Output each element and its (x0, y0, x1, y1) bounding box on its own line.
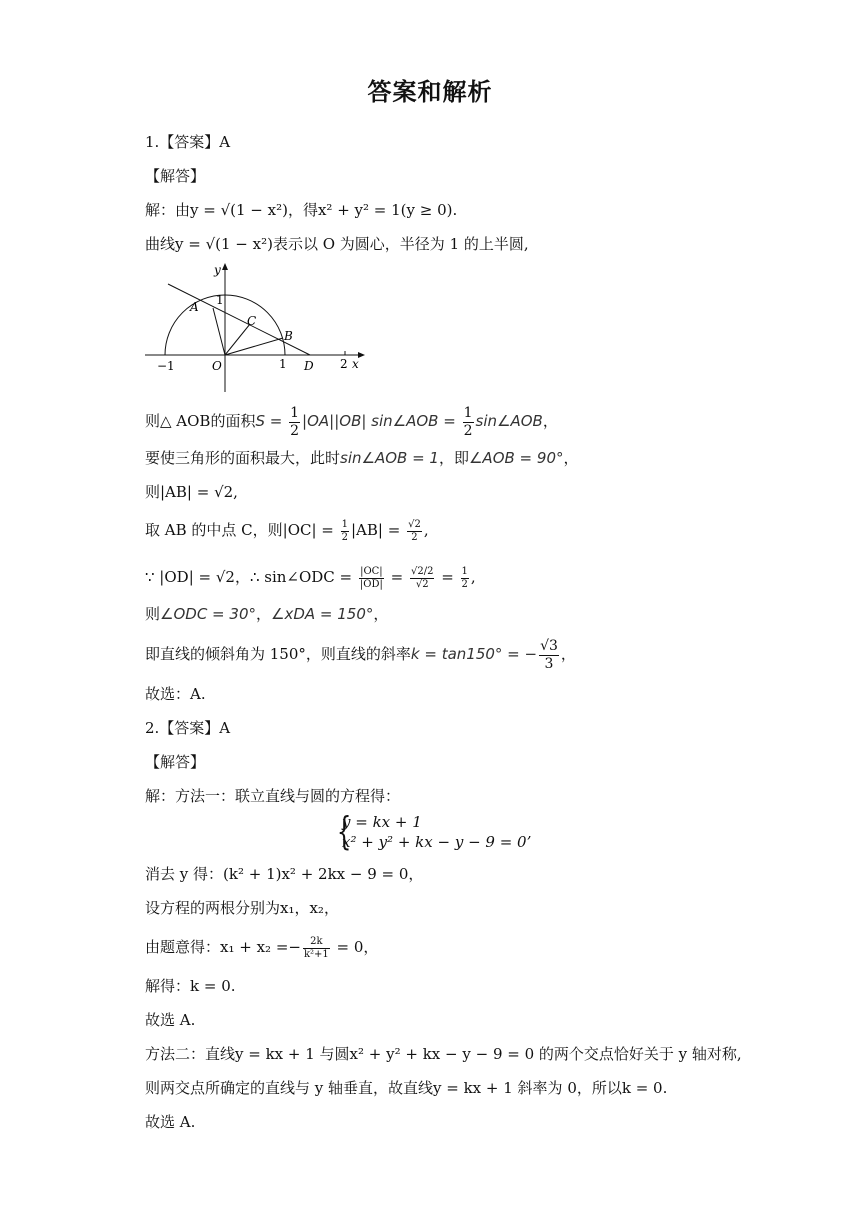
fig-label-one-x: 1 (279, 357, 287, 371)
q1-jieda-heading: 【解答】 (145, 167, 206, 185)
q2-line-2: 消去 y 得：(k² + 1)x² + 2kx − 9 = 0， (145, 865, 424, 883)
page-title: 答案和解析 (367, 78, 493, 106)
system-eq-2: x² + y² + kx − y − 9 = 0’ (342, 833, 532, 851)
fig-label-D: D (304, 359, 314, 373)
fig-label-C: C (247, 314, 257, 328)
semicircle-figure (140, 258, 370, 398)
q2-line-3: 设方程的两根分别为x₁，x₂， (145, 899, 339, 917)
q1-line-4: 要使三角形的面积最大，此时sin∠AOB = 1，即∠AOB = 90°， (145, 449, 579, 467)
fig-label-A: A (190, 300, 199, 314)
q1-line-8: 则∠ODC = 30°，∠xDA = 150°， (145, 605, 389, 623)
system-brace: { (336, 809, 352, 853)
fig-label-y: y (214, 263, 221, 277)
fig-label-one-y: 1 (216, 293, 224, 307)
q1-answer: 1.【答案】A (145, 133, 231, 151)
q1-line-5: 则|AB| = √2, (145, 483, 238, 501)
q2-line-6: 故选 A. (145, 1011, 196, 1029)
q1-line-10: 故选：A. (145, 685, 206, 703)
q1-line-7: ∵ |OD| = √2，∴ sin∠ODC = $\frac{|OC|}{|OD|}$ = $\frac{√2/2}{√2}$ = $\frac{1}{2}$ , (145, 565, 476, 590)
q2-answer: 2.【答案】A (145, 719, 231, 737)
q2-line-7: 方法二：直线y = kx + 1 与圆x² + y² + kx − y − 9 = 0 的两个交点恰好关于 y 轴对称, (145, 1045, 742, 1063)
q1-line-1: 解：由y = √(1 − x²)，得x² + y² = 1(y ≥ 0). (145, 201, 458, 219)
q2-line-9: 故选 A. (145, 1113, 196, 1131)
q1-line-3: 则△ AOB的面积S = $\frac{1}{2}$ |OA||OB| sin∠AOB = $\frac{1}{2}$ sin∠AOB， (145, 404, 558, 439)
fig-label-neg1: −1 (157, 359, 175, 373)
q2-line-4: 由题意得：x₁ + x₂ =− $\frac{2k}{\text{k²+1}}$ = 0， (145, 935, 379, 960)
fig-label-two: 2 (340, 357, 348, 371)
q1-line-6: 取 AB 的中点 C，则|OC| = $\frac{1}{2}$ |AB| = $\frac{√2}{2}$ , (145, 518, 429, 543)
q2-jieda-heading: 【解答】 (145, 753, 206, 771)
fig-label-B: B (284, 329, 293, 343)
q2-line-5: 解得：k = 0. (145, 977, 236, 995)
q2-line-8: 则两交点所确定的直线与 y 轴垂直，故直线y = kx + 1 斜率为 0，所以k = 0. (145, 1079, 668, 1097)
equation-system (336, 809, 532, 853)
q1-line-2: 曲线y = √(1 − x²)表示以 O 为圆心，半径为 1 的上半圆, (145, 235, 529, 253)
q2-line-1: 解：方法一：联立直线与圆的方程得： (145, 787, 401, 805)
fig-label-x: x (352, 357, 359, 371)
q1-line-9: 即直线的倾斜角为 150°，则直线的斜率k = tan150° = − $\frac{√3}{3}$ ， (145, 637, 576, 672)
system-eq-1: y = kx + 1 (342, 813, 422, 831)
fig-label-O: O (212, 359, 222, 373)
